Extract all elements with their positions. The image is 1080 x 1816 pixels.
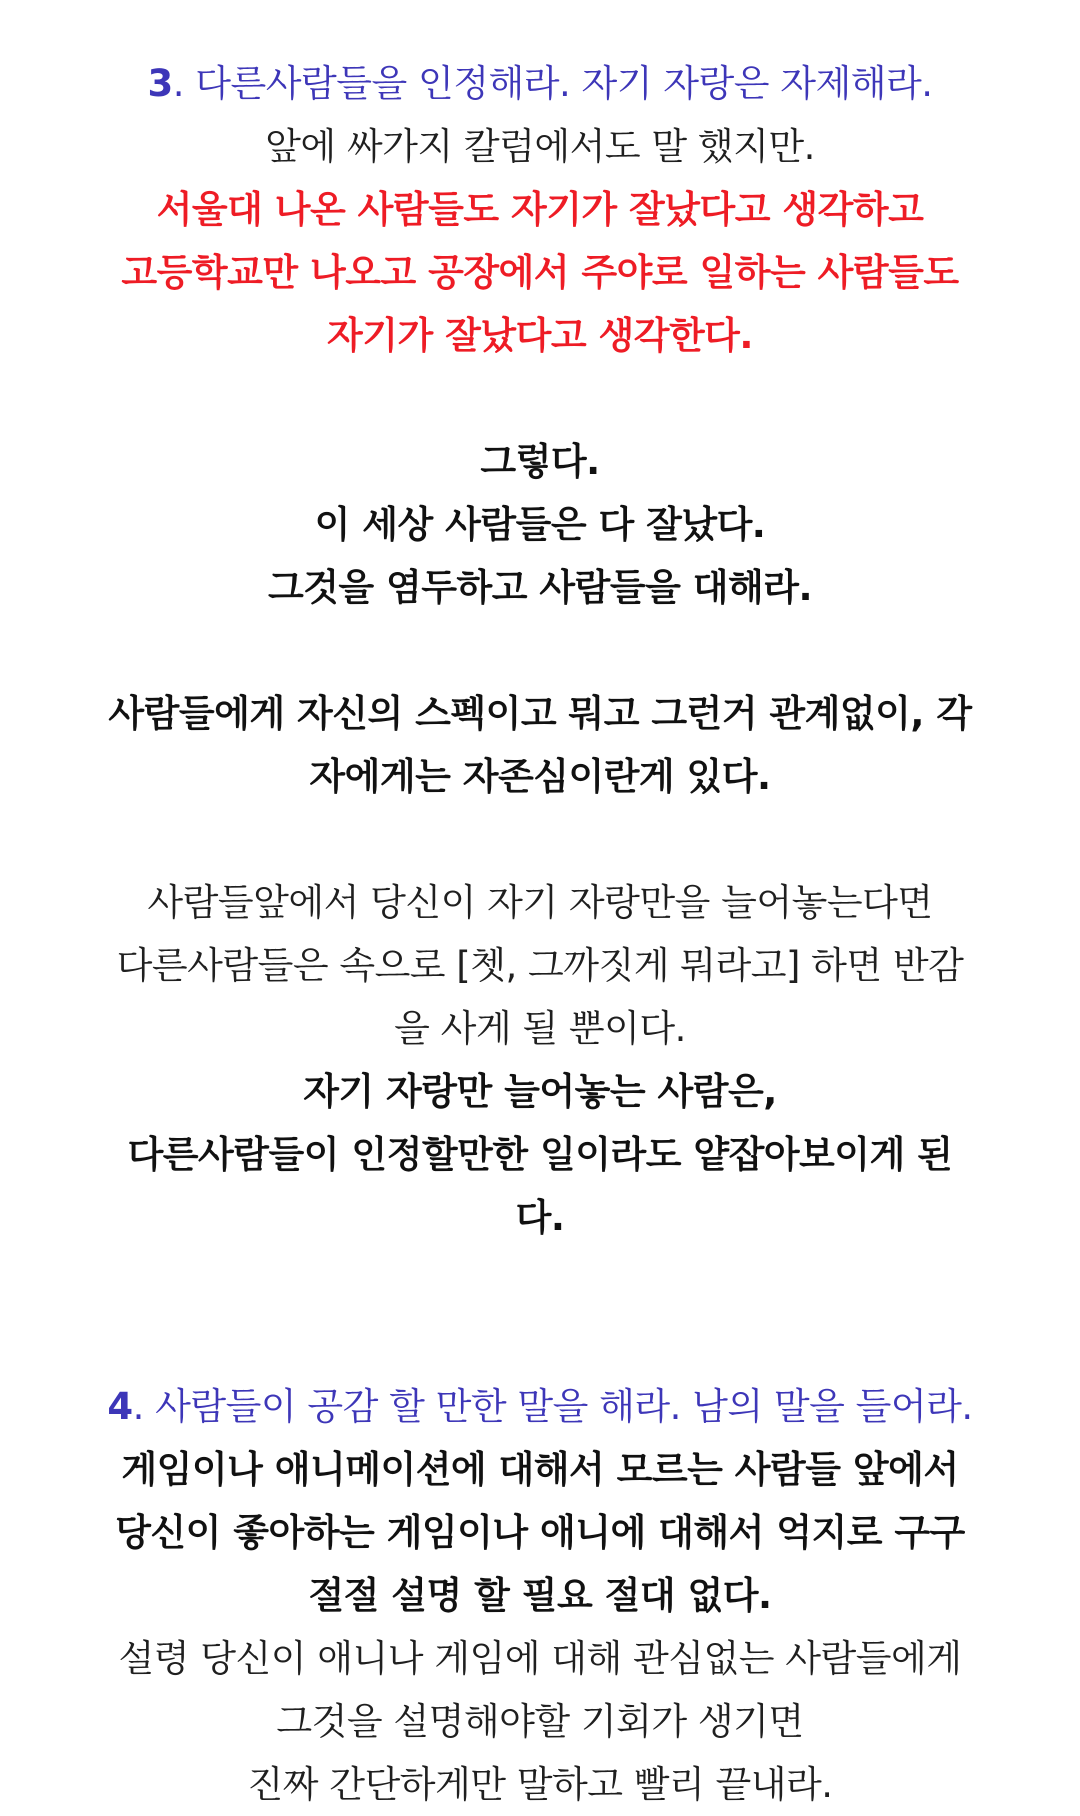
text-line: 을 사게 될 뿐이다. (394, 1007, 686, 1050)
paragraph-gap (0, 367, 1080, 430)
section-3-number: 3 (147, 62, 173, 105)
section-4-title: . 사람들이 공감 할 만한 말을 해라. 남의 말을 들어라. (132, 1385, 973, 1428)
text-line: 다른사람들은 속으로 [쳇, 그까짓게 뭐라고] 하면 반감 (116, 944, 964, 987)
section-gap (0, 1249, 1080, 1375)
highlight-line: 자기가 잘났다고 생각한다. (327, 314, 753, 357)
text-line: 앞에 싸가지 칼럼에서도 말 했지만. (265, 125, 815, 168)
text-line: 그것을 설명해야할 기회가 생기면 (276, 1700, 804, 1743)
text-line: 절절 설명 할 필요 절대 없다. (308, 1574, 772, 1617)
highlight-line: 고등학교만 나오고 공장에서 주야로 일하는 사람들도 (121, 251, 959, 294)
text-line: 자기 자랑만 늘어놓는 사람은, (303, 1070, 777, 1113)
text-line: 사람들에게 자신의 스펙이고 뭐고 그런거 관계없이, 각 (108, 692, 972, 735)
text-line: 사람들앞에서 당신이 자기 자랑만을 늘어놓는다면 (147, 881, 933, 924)
text-line: 다른사람들이 인정할만한 일이라도 얕잡아보이게 된 (127, 1133, 953, 1176)
section-3-title: . 다른사람들을 인정해라. 자기 자랑은 자제해라. (172, 62, 933, 105)
section-4-number: 4 (107, 1385, 133, 1428)
paragraph-gap (0, 808, 1080, 871)
paragraph-gap (0, 619, 1080, 682)
text-line: 이 세상 사람들은 다 잘났다. (314, 503, 766, 546)
text-line: 설령 당신이 애니나 게임에 대해 관심없는 사람들에게 (118, 1637, 962, 1680)
text-line: 게임이나 애니메이션에 대해서 모르는 사람들 앞에서 (121, 1448, 959, 1491)
text-line: 진짜 간단하게만 말하고 빨리 끝내라. (247, 1763, 833, 1806)
text-line: 다. (515, 1196, 565, 1239)
text-line: 그것을 염두하고 사람들을 대해라. (267, 566, 813, 609)
text-line: 그렇다. (480, 440, 600, 483)
section-3-heading (0, 52, 1080, 115)
section-4-heading (0, 1375, 1080, 1438)
text-line: 당신이 좋아하는 게임이나 애니에 대해서 억지로 구구 (115, 1511, 965, 1554)
text-line: 자에게는 자존심이란게 있다. (309, 755, 771, 798)
highlight-line: 서울대 나온 사람들도 자기가 잘났다고 생각하고 (156, 188, 924, 231)
